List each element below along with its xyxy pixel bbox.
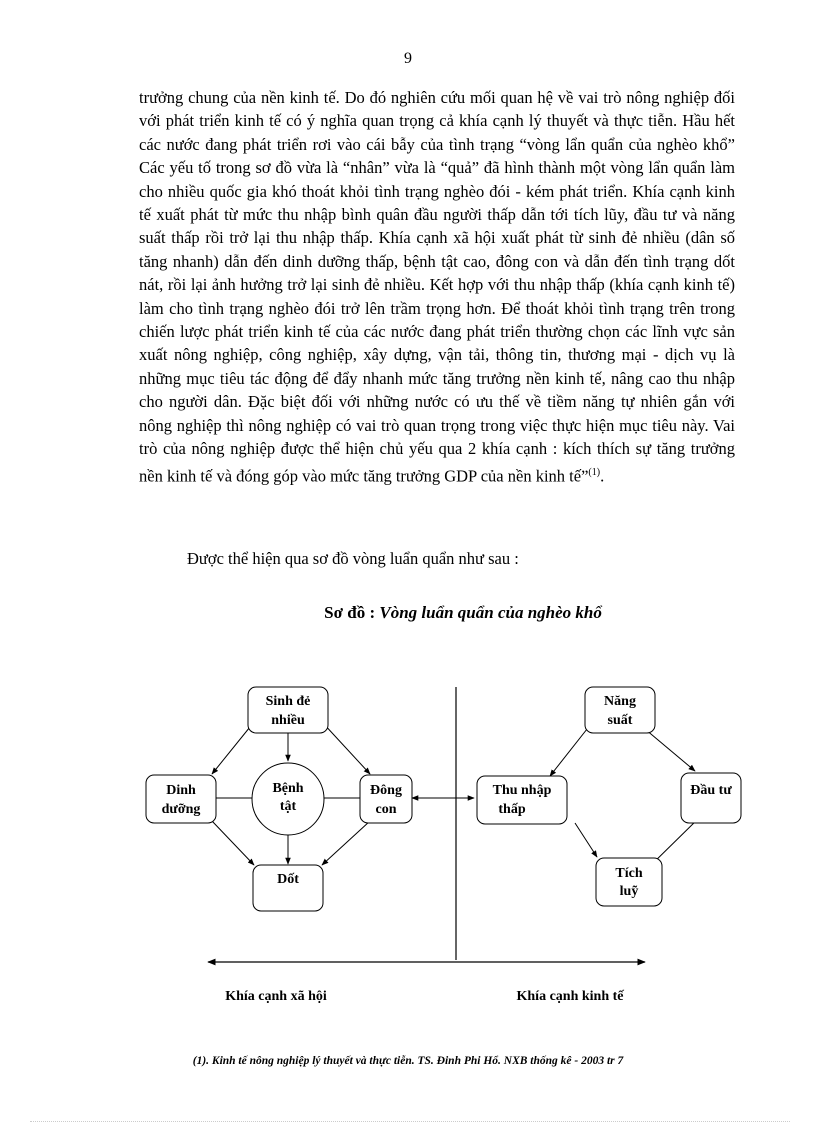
node-benh-tat-line1: Bệnh bbox=[272, 781, 304, 796]
poverty-cycle-diagram bbox=[130, 675, 750, 1025]
node-thu-nhap-thap bbox=[477, 776, 567, 824]
diagram-title-prefix: Sơ đồ : bbox=[324, 603, 380, 622]
axis-label-economic: Khía cạnh kinh tế bbox=[516, 989, 624, 1004]
node-nang-suat-line1: Năng bbox=[604, 694, 636, 709]
node-dong-con bbox=[360, 775, 412, 823]
node-tich-luy bbox=[596, 858, 662, 906]
node-tich-luy-line1: Tích bbox=[615, 866, 643, 881]
arrow-nangsuat-to-thunhap bbox=[550, 724, 591, 776]
node-dinh-duong bbox=[146, 775, 216, 823]
intro-line: Được thể hiện qua sơ đồ vòng luẩn quẩn như sau : bbox=[187, 549, 519, 568]
paragraph-end: . bbox=[600, 466, 605, 485]
node-thu-nhap-line2: thấp bbox=[498, 802, 526, 817]
node-dot bbox=[253, 865, 323, 911]
page-number: 9 bbox=[404, 50, 412, 67]
node-nang-suat bbox=[585, 687, 655, 733]
footnote-reference: (1) bbox=[588, 466, 601, 478]
node-dau-tu-label: Đầu tư bbox=[690, 783, 732, 798]
node-sinh-de-nhieu bbox=[248, 687, 328, 733]
arrow-thunhap-to-tichluy bbox=[575, 823, 597, 857]
node-dong-con-line1: Đông bbox=[370, 783, 402, 798]
node-dinh-duong-line2: dưỡng bbox=[161, 802, 201, 817]
node-benh-tat-line2: tật bbox=[279, 799, 297, 814]
node-thu-nhap-line1: Thu nhập bbox=[492, 783, 552, 798]
arrow-dinhduong-to-dot bbox=[212, 821, 254, 865]
diagram-title-main: Vòng luẩn quẩn của nghèo khổ bbox=[379, 603, 602, 622]
node-dot-label: Dốt bbox=[277, 872, 299, 887]
axis-label-social: Khía cạnh xã hội bbox=[225, 989, 327, 1004]
node-sinh-de-line2: nhiều bbox=[271, 713, 305, 728]
paragraph-text: trưởng chung của nền kinh tế. Do đó nghiên cứu mối quan hệ về vai trò nông nghiệp đối với phát triển kinh tế có ý nghĩa quan trọng cả khía cạnh lý thuyết và thực tiễn. Hầu hết các nước đang phát triển rơi vào cái bẫy của tình trạng “vòng lẩn quẩn của nghèo khổ” Các yếu tố trong sơ đồ vừa là “nhân” vừa là “quả” đã hình thành một vòng lẩn quẩn làm cho nhiều quốc gia khó thoát khỏi tình trạng nghèo đói - kém phát triển. Khía cạnh kinh tế xuất phát từ mức thu nhập bình quân đầu người thấp dẫn tới tích lũy, đầu tư và năng suất thấp rồi trở lại thu nhập thấp. Khía cạnh xã hội xuất phát từ sinh đẻ nhiều (dân số tăng nhanh) dẫn đến dinh dưỡng thấp, bệnh tật cao, đông con và dẫn đến tình trạng dốt nát, rồi lại ảnh hưởng trở lại sinh đẻ nhiều. Kết hợp với thu nhập thấp (khía cạnh kinh tế) làm cho tình trạng nghèo đói trở lên trầm trọng hơn. Để thoát khỏi tình trạng trên trong chiến lược phát triển kinh tế của các nước đang phát triển thường chọn các lĩnh vực sản xuất nông nghiệp, công nghiệp, xây dựng, vận tải, thông tin, thương mại - dịch vụ là những mục tiêu tác động để đẩy nhanh mức tăng trưởng nền kinh tế, nâng cao thu nhập cho người dân. Đặc biệt đối với những nước có ưu thế về tiềm năng tự nhiên gắn với nông nghiệp thì nông nghiệp có vai trò quan trọng trong việc thực hiện mục tiêu này. Vai trò của nông nghiệp được thể hiện chủ yếu qua 2 khía cạnh : kích thích sự tăng trưởng nền kinh tế và đóng góp vào mức tăng trưởng GDP của nền kinh tế” bbox=[139, 88, 735, 485]
body-paragraph bbox=[139, 86, 735, 487]
arrow-sinhde-to-dinhduong bbox=[212, 722, 254, 774]
diagram-title bbox=[0, 603, 816, 623]
node-dau-tu bbox=[681, 773, 741, 823]
node-dong-con-line2: con bbox=[375, 802, 397, 817]
node-nang-suat-line2: suất bbox=[607, 713, 633, 728]
arrow-dongcon-to-dot bbox=[322, 821, 370, 865]
node-tich-luy-line2: luỹ bbox=[619, 884, 639, 899]
footnote: (1). Kinh tế nông nghiệp lý thuyết và thực tiễn. TS. Đinh Phi Hổ. NXB thống kê - 2003 tr 7 bbox=[192, 1055, 624, 1067]
arrow-sinhde-to-dongcon bbox=[322, 722, 370, 774]
node-sinh-de-line1: Sinh đẻ bbox=[265, 694, 311, 709]
node-benh-tat bbox=[252, 763, 324, 835]
page-bottom-divider bbox=[30, 1121, 790, 1122]
node-dinh-duong-line1: Dinh bbox=[166, 783, 196, 798]
